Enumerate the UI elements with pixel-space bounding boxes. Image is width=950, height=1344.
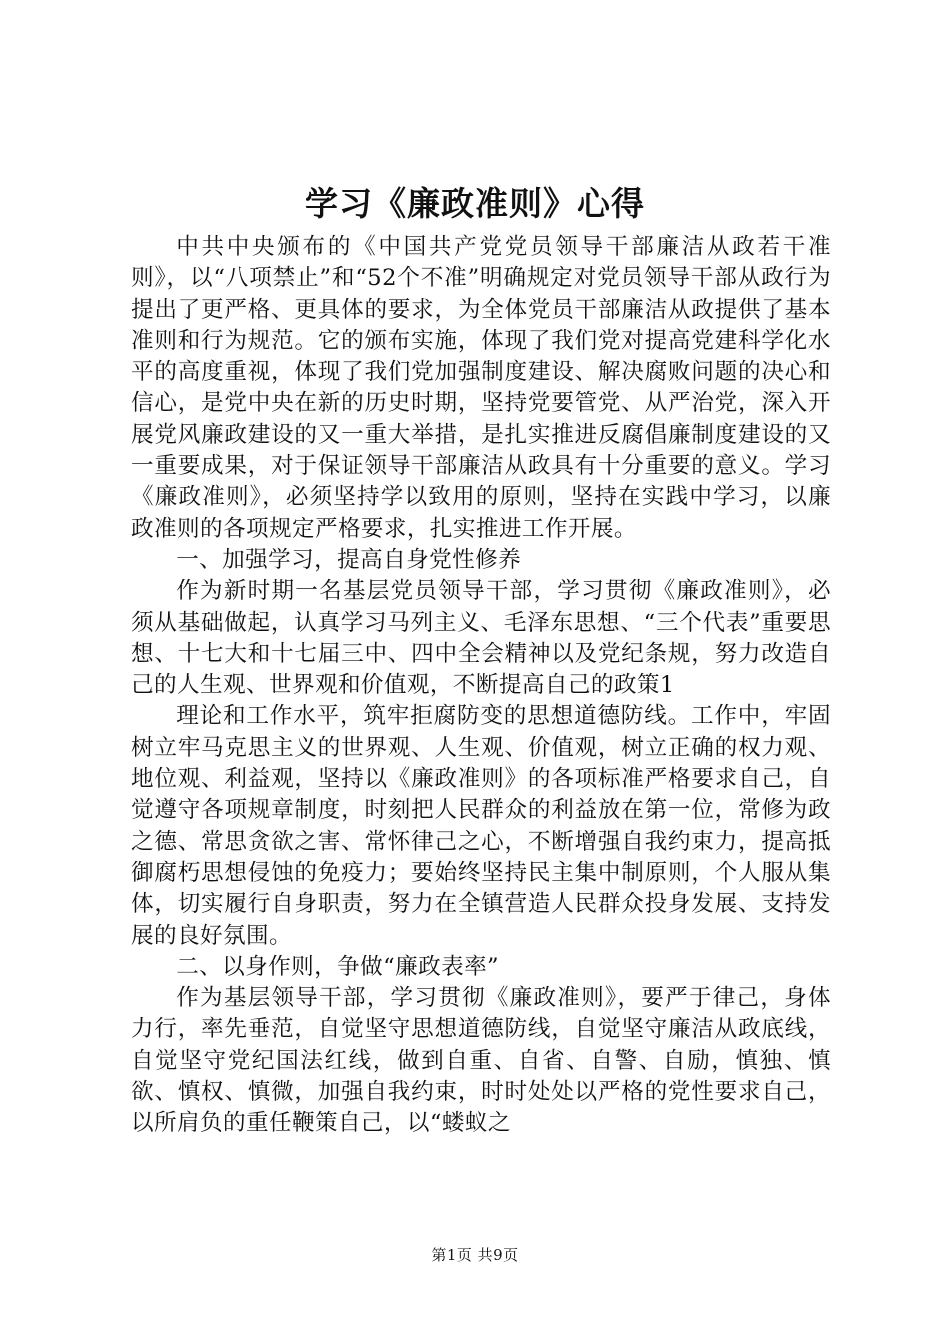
paragraph-intro: 中共中央颁布的《中国共产党党员领导干部廉洁从政若干准则》，以“八项禁止”和“52个不准”明确规定对党员领导干部从政行为提出了更严格、更具体的要求，为全体党员干部廉洁从政提供了基本准则和行为规范。它的颁布实施，体现了我们党对提高党建科学化水平的高度重视，体现了我们党加强制度建设、解决腐败问题的决心和信心，是党中央在新的历史时期，坚持党要管党、从严治党，深入开展党风廉政建设的又一重大举措，是扎实推进反腐倡廉制度建设的又一重要成果，对于保证领导干部廉洁从政具有十分重要的意义。学习《廉政准则》，必须坚持学以致用的原则，坚持在实践中学习，以廉政准则的各项规定严格要求，扎实推进工作开展。 <box>131 234 831 542</box>
document-body <box>131 232 831 1140</box>
paragraph-section2-a: 作为基层领导干部，学习贯彻《廉政准则》，要严于律己，身体力行，率先垂范，自觉坚守思想道德防线，自觉坚守廉洁从政底线，自觉坚守党纪国法红线，做到自重、自省、自警、自励，慎独、慎欲、慎权、慎微，加强自我约束，时时处处以严格的党性要求自己，以所肩负的重任鞭策自己，以“蝼蚁之 <box>131 985 831 1137</box>
paragraph-section1-b: 理论和工作水平，筑牢拒腐防变的思想道德防线。工作中，牢固树立牢马克思主义的世界观、人生观、价值观，树立正确的权力观、地位观、利益观，坚持以《廉政准则》的各项标准严格要求自己，自觉遵守各项规章制度，时刻把人民群众的利益放在第一位，常修为政之德、常思贪欲之害、常怀律己之心，不断增强自我约束力，提高抵御腐朽思想侵蚀的免疫力；要始终坚持民主集中制原则，个人服从集体，切实履行自身职责，努力在全镇营造人民群众投身发展、支持发展的良好氛围。 <box>131 703 831 949</box>
section-heading-2: 二、以身作则，争做“廉政表率” <box>176 953 500 980</box>
document-title: 学习《廉政准则》心得 <box>305 184 645 223</box>
page-number-footer: 第1页 共9页 <box>431 1246 519 1264</box>
paragraph-section1-a: 作为新时期一名基层党员领导干部，学习贯彻《廉政准则》，必须从基础做起，认真学习马列主义、毛泽东思想、“三个代表”重要思想、十七大和十七届三中、四中全会精神以及党纪条规，努力改造自己的人生观、世界观和价值观，不断提高自己的政策1 <box>131 578 831 699</box>
section-heading-1: 一、加强学习，提高自身党性修养 <box>176 546 522 573</box>
